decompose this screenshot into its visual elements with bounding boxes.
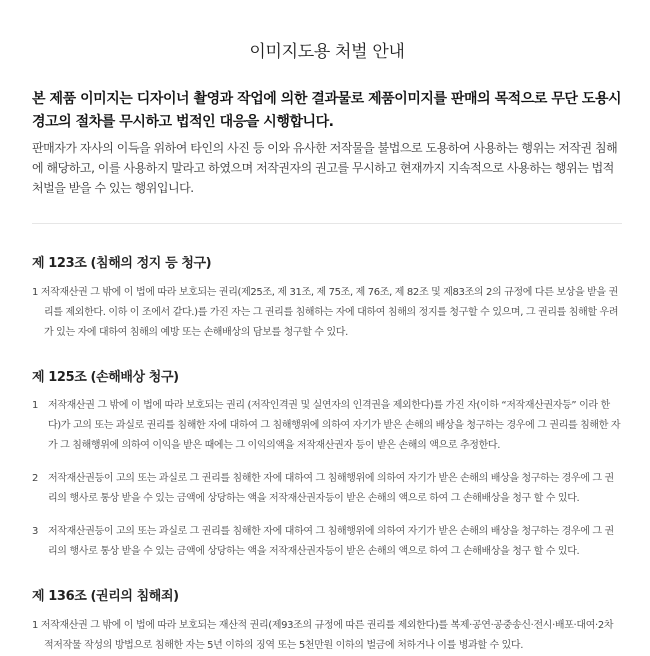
article-125-item	[32, 522, 622, 562]
item-number: 3	[32, 526, 39, 537]
item-text: 저작재산권등이 고의 또는 과실로 그 권리를 침해한 자에 대하여 그 침해행위에 의하여 자기가 받은 손해의 배상을 청구하는 경우에 그 권리의 행사로 통상 받을 수 있는 금액에 상당하는 액을 저작재산권자등이 받은 손해의 액으로 하여 그 손해배상을 청구 할 수 있다.	[48, 473, 614, 504]
section-divider	[32, 223, 622, 224]
description-paragraph: 판매자가 자사의 이득을 위하여 타인의 사진 등 이와 유사한 저작물을 불법으로 도용하여 사용하는 행위는 저작권 침해에 해당하고, 이를 사용하지 말라고 하였으며 저작권자의 권고를 무시하고 현재까지 지속적으로 사용하는 행위는 법적 처벌을 받을 수 있는 행위입니다.	[32, 141, 618, 195]
item-number: 1	[32, 400, 39, 411]
lead-statement: 본 제품 이미지는 디자이너 촬영과 작업에 의한 결과물로 제품이미지를 판매의 목적으로 무단 도용시 경고의 절차를 무시하고 법적인 대응을 시행합니다.	[32, 91, 622, 130]
article-123-text: 1 저작재산권 그 밖에 이 법에 따라 보호되는 권리(제25조, 제 31조, 제 75조, 제 76조, 제 82조 및 제83조의 2의 규정에 다른 보상을 받을 권리를 제외한다. 이하 이 조에서 같다.)를 가진 자는 그 권리를 침해하는 자에 대하여 침해의 정지를 청구할 수 있으며, 그 권리를 침해할 우려가 있는 자에 대하여 침해의 예방 또는 손해배상의 담보를 청구할 수 있다.	[32, 287, 619, 338]
article-136-text: 1 저작재산권 그 밖에 이 법에 따라 보호되는 재산적 권리(제93조의 규정에 따른 권리를 제외한다)를 복제·공연·공중송신·전시·배포·대여·2차적저작물 작성의 방법으로 침해한 자는 5년 이하의 징역 또는 5천만원 이하의 벌금에 처하거나 이를 병과할 수 있다.	[32, 620, 614, 651]
article-125-item	[32, 469, 622, 509]
article-125-item	[32, 396, 622, 456]
page-title: 이미지도용 처벌 안내	[249, 42, 405, 62]
article-136-title: 제 136조 (권리의 침해죄)	[32, 589, 179, 604]
item-text: 저작재산권 그 밖에 이 법에 따라 보호되는 권리 (저작인격권 및 실연자의 인격권을 제외한다)를 가진 자(이하 “저작재산권자등” 이라 한다)가 고의 또는 과실로 권리를 침해한 자에 대하여 그 침해행위에 의하여 자기가 받은 손해의 배상을 청구하는 경우에 그 권리를 침해한 자가 그 침해행위에 의하여 이익을 받은 때에는 그 이익의액을 저작재산권자 등이 받은 손해의 액으로 추정한다.	[48, 400, 621, 451]
article-125-title: 제 125조 (손해배상 청구)	[32, 370, 179, 385]
article-123-title: 제 123조 (침해의 정지 등 청구)	[32, 256, 212, 271]
item-number: 2	[32, 473, 39, 484]
copyright-notice	[32, 0, 622, 656]
item-text: 저작재산권등이 고의 또는 과실로 그 권리를 침해한 자에 대하여 그 침해행위에 의하여 자기가 받은 손해의 배상을 청구하는 경우에 그 권리의 행사로 통상 받을 수 있는 금액에 상당하는 액을 저작재산권자등이 받은 손해의 액으로 하여 그 손해배상을 청구 할 수 있다.	[48, 526, 614, 557]
